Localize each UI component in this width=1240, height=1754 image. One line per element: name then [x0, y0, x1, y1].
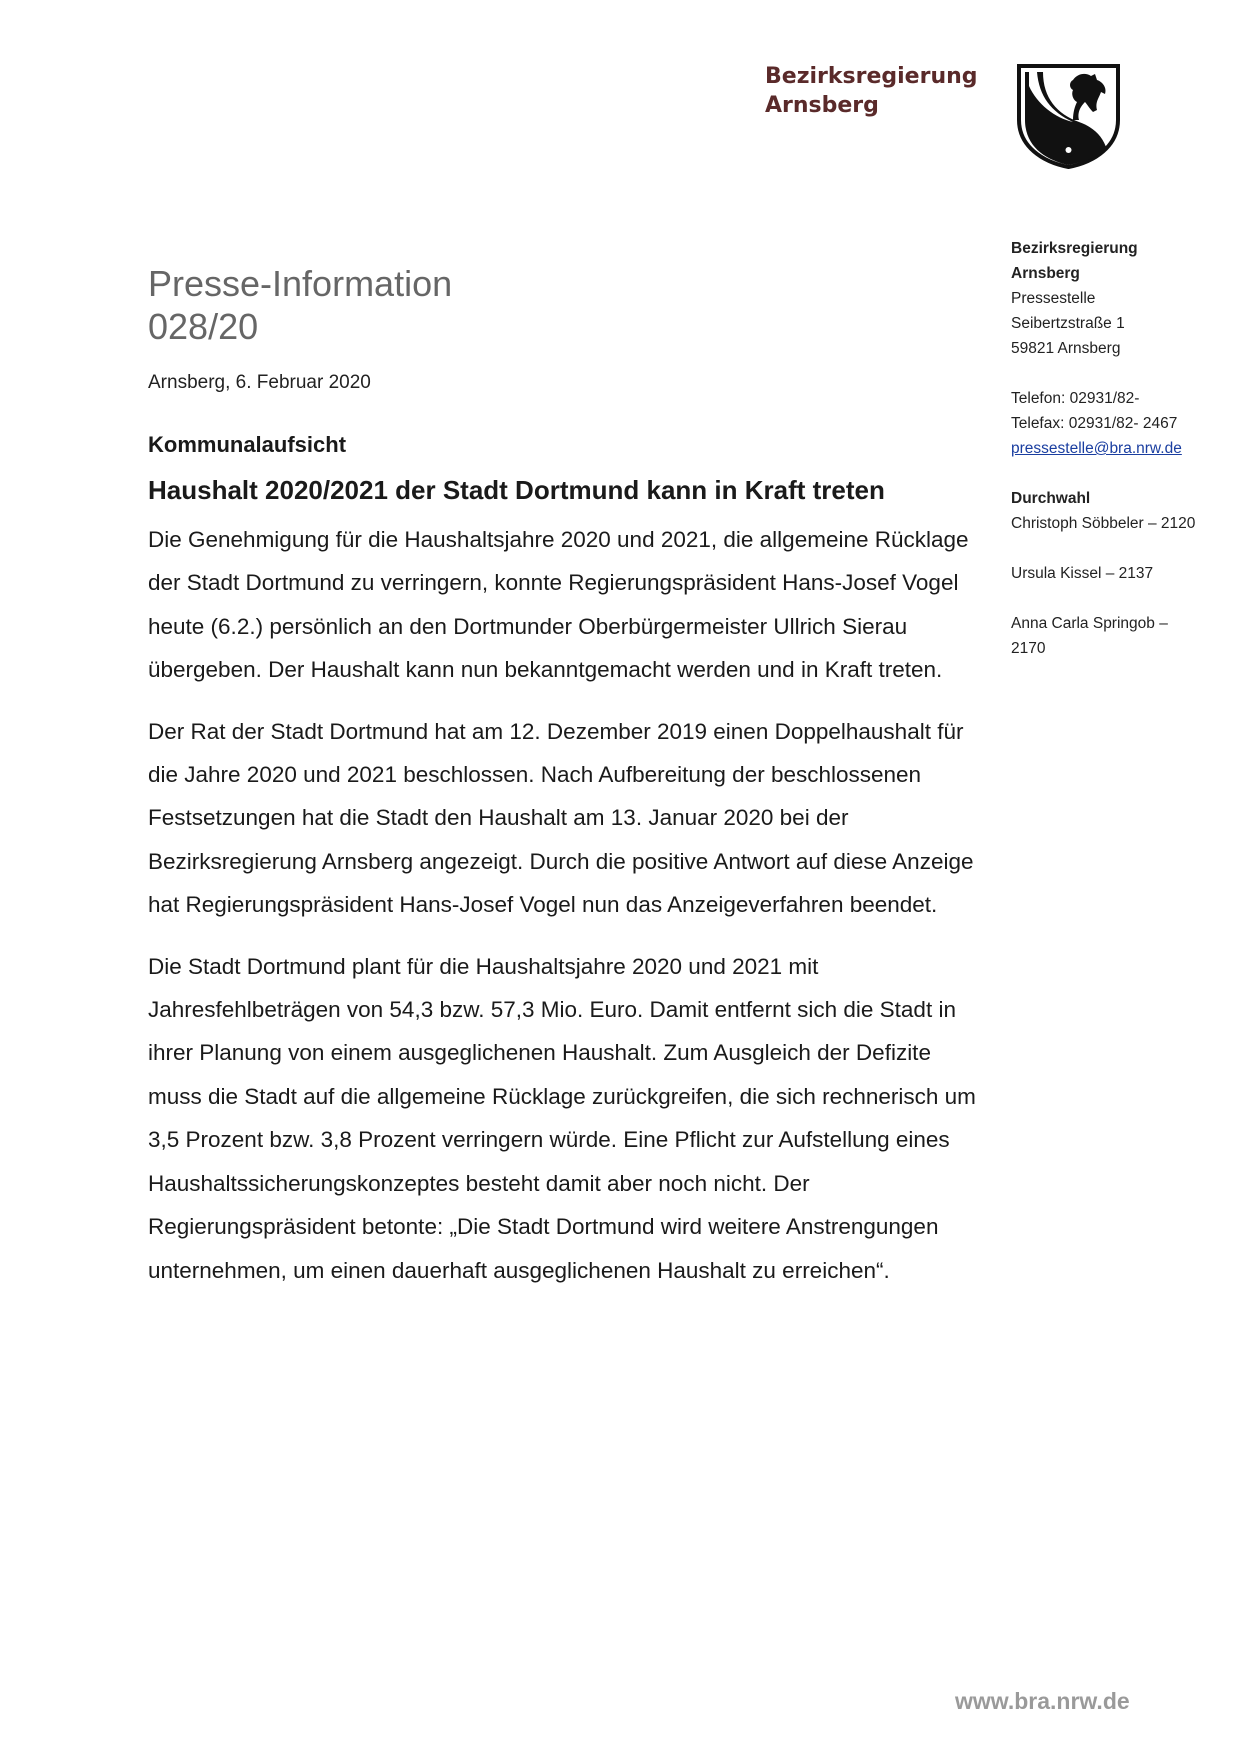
footer-website-url: www.bra.nrw.de: [955, 1688, 1130, 1714]
sidebar-fax: Telefax: 02931/82- 2467: [1011, 415, 1178, 432]
body-paragraph-2: Der Rat der Stadt Dortmund hat am 12. Dezember 2019 einen Doppelhaushalt für die Jahre 2020 und 2021 beschlossen. Nach Aufbereitung der beschlossenen Festsetzungen hat die Stadt den Haushalt am 13. Januar 2020 bei der Bezirksregierung Arnsberg angezeigt. Durch die positive Antwort auf diese Anzeige hat Regierungspräsident Hans-Josef Vogel nun das Anzeigeverfahren beendet.: [148, 718, 974, 918]
body-paragraph-3: Die Stadt Dortmund plant für die Haushaltsjahre 2020 und 2021 mit Jahresfehlbeträgen von 54,3 bzw. 57,3 Mio. Euro. Damit entfernt sich die Stadt in ihrer Planung von einem ausgeglichenen Haushalt. Zum Ausgleich der Defizite muss die Stadt auf die allgemeine Rücklage zurückgreifen, die sich rechnerisch um 3,5 Prozent bzw. 3,8 Prozent verringern würde. Eine Pflicht zur Aufstellung eines Haushaltssicherungskonzeptes besteht damit aber noch nicht. Der Regierungspräsident betonte: „Die Stadt Dortmund wird weitere Anstrengungen unternehmen, um einen dauerhaft ausgeglichenen Haushalt zu erreichen“.: [148, 953, 976, 1283]
dateline: Arnsberg, 6. Februar 2020: [148, 372, 371, 393]
press-number: 028/20: [148, 306, 259, 347]
press-information-title: [148, 262, 452, 348]
section-label: Kommunalaufsicht: [148, 432, 347, 457]
sidebar-email-link[interactable]: pressestelle@bra.nrw.de: [1011, 440, 1182, 457]
logo-line-2: Arnsberg: [765, 93, 879, 118]
sidebar-org-line-1: Bezirksregierung: [1011, 240, 1138, 257]
body-paragraph-1: Die Genehmigung für die Haushaltsjahre 2020 und 2021, die allgemeine Rücklage der Stadt Dortmund zu verringern, konnte Regierungspräsident Hans-Josef Vogel heute (6.2.) persönlich an den Dortmunder Oberbürgermeister Ullrich Sierau übergeben. Der Haushalt kann nun bekanntgemacht werden und in Kraft treten.: [148, 527, 969, 683]
logo-line-1: Bezirksregierung: [765, 64, 978, 89]
sidebar-phone: Telefon: 02931/82-: [1011, 390, 1140, 407]
organization-logo-text: [765, 62, 978, 120]
headline: Haushalt 2020/2021 der Stadt Dortmund kann in Kraft treten: [148, 475, 885, 505]
sidebar-direct-label: Durchwahl: [1011, 490, 1091, 507]
sidebar-contact-2: Ursula Kissel – 2137: [1011, 565, 1154, 582]
sidebar-contact-1: Christoph Söbbeler – 2120: [1011, 515, 1196, 532]
article-body: [148, 518, 978, 1310]
contact-sidebar: [1011, 236, 1231, 661]
sidebar-org-line-2: Arnsberg: [1011, 265, 1080, 282]
press-title-label: Presse-Information: [148, 263, 453, 304]
sidebar-contact-3-line-1: Anna Carla Springob –: [1011, 615, 1168, 632]
sidebar-street: Seibertzstraße 1: [1011, 315, 1125, 332]
nrw-coat-of-arms-icon: [1015, 62, 1122, 170]
sidebar-department: Pressestelle: [1011, 290, 1096, 307]
sidebar-city: 59821 Arnsberg: [1011, 340, 1121, 357]
sidebar-contact-3-line-2: 2170: [1011, 640, 1046, 657]
